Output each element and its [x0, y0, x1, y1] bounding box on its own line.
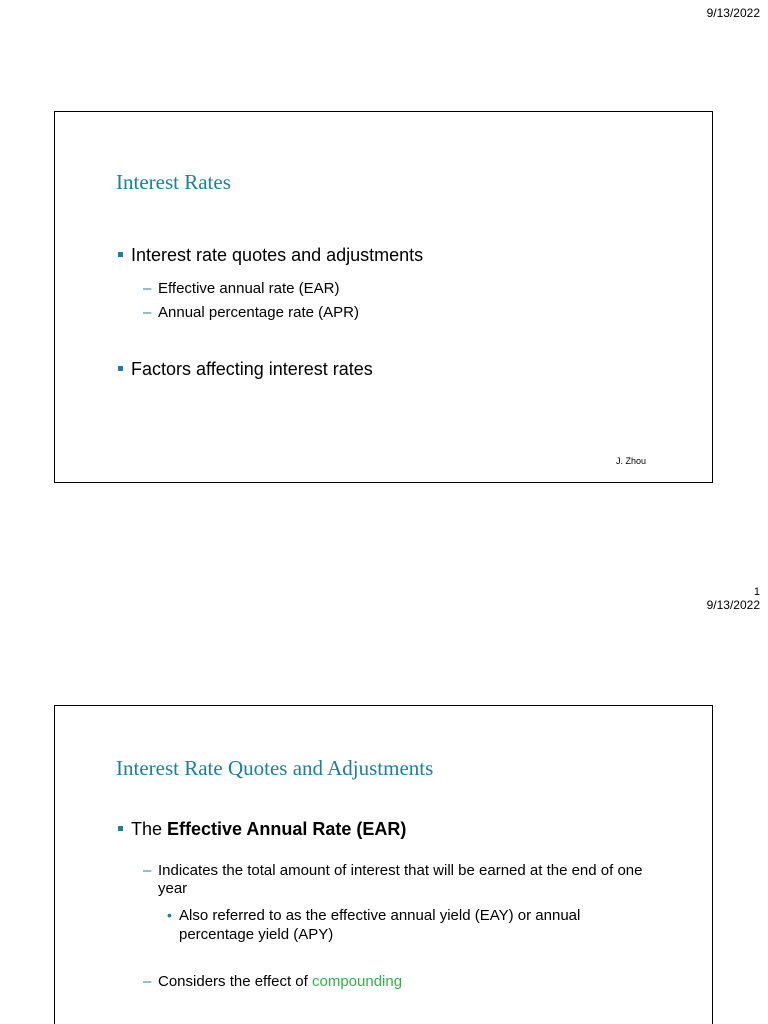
- slide-1: [54, 111, 713, 483]
- slide-2: [54, 705, 713, 1024]
- square-bullet-icon: [118, 252, 123, 257]
- dash-icon: –: [143, 973, 152, 990]
- sub-text: Annual percentage rate (APR): [158, 304, 359, 321]
- bullet-bold-text: Effective Annual Rate (EAR): [167, 819, 407, 839]
- sub-text: Indicates the total amount of interest that will be earned at the end of one year: [158, 862, 643, 897]
- subsub-text: Also referred to as the effective annual yield (EAY) or annual percentage yield (APY): [179, 907, 581, 943]
- sub-item: [143, 280, 339, 298]
- page-number: 1: [753, 586, 760, 598]
- highlight-text: compounding: [311, 973, 403, 990]
- sub-item: [143, 862, 643, 898]
- bullet-item: [118, 244, 423, 266]
- sub-text: Considers the effect of: [158, 973, 312, 990]
- dash-icon: –: [143, 304, 152, 321]
- sub-item: [143, 973, 402, 991]
- bullet-item: [118, 358, 373, 380]
- subsub-item: [167, 906, 637, 944]
- page-date: 9/13/2022: [706, 6, 760, 20]
- dash-icon: –: [143, 280, 152, 297]
- page-date: 9/13/2022: [706, 598, 760, 612]
- slide-title: Interest Rate Quotes and Adjustments: [116, 756, 434, 780]
- bullet-text: The: [131, 819, 168, 839]
- dot-bullet-icon: •: [167, 907, 172, 923]
- bullet-text: Interest rate quotes and adjustments: [131, 245, 424, 265]
- sub-item: [143, 304, 359, 322]
- square-bullet-icon: [118, 366, 123, 371]
- sub-text: Effective annual rate (EAR): [158, 280, 340, 297]
- bullet-text: Factors affecting interest rates: [131, 359, 373, 379]
- square-bullet-icon: [118, 826, 123, 831]
- dash-icon: –: [143, 862, 152, 879]
- author-label: J. Zhou: [615, 456, 646, 466]
- bullet-item: [118, 818, 406, 840]
- slide-title: Interest Rates: [116, 170, 231, 194]
